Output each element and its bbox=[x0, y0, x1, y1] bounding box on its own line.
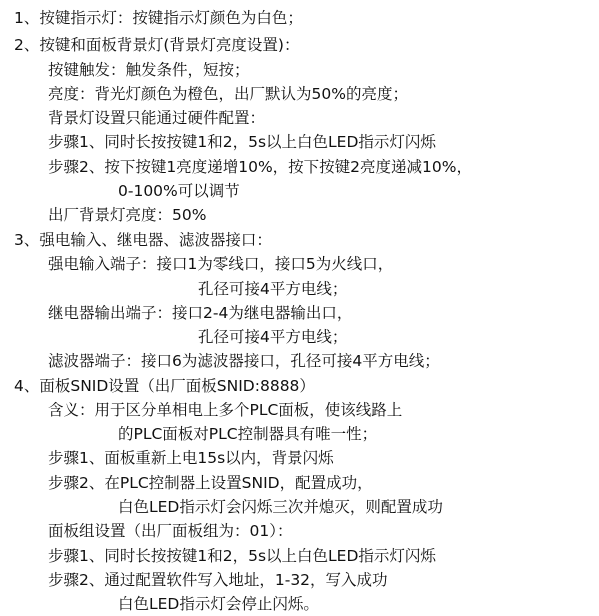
factory-backlight-text: 出厂背景灯亮度：50% bbox=[48, 206, 207, 224]
power-input-terminal-continued: 孔径可接4平方电线； bbox=[198, 280, 348, 298]
panel-group-step-2-continued: 白色LED指示灯会停止闪烁。 bbox=[118, 595, 319, 613]
backlight-step-1: 步骤1、同时长按按键1和2，5s以上白色LED指示灯闪烁 bbox=[48, 133, 436, 151]
section-3-heading: 3、强电输入、继电器、滤波器接口： bbox=[14, 231, 272, 249]
section-1-heading: 1、按键指示灯：按键指示灯颜色为白色； bbox=[14, 9, 303, 27]
snid-step-1: 步骤1、面板重新上电15s以内，背景闪烁 bbox=[48, 449, 334, 467]
snid-meaning-text: 含义：用于区分单相电上多个PLC面板，使该线路上 bbox=[48, 401, 403, 419]
brightness-text: 亮度：背光灯颜色为橙色，出厂默认为50%的亮度； bbox=[48, 85, 408, 103]
relay-terminal-continued: 孔径可接4平方电线； bbox=[198, 328, 348, 346]
filter-terminal-text: 滤波器端子：接口6为滤波器接口，孔径可接4平方电线； bbox=[48, 352, 440, 370]
key-trigger-text: 按键触发：触发条件，短按； bbox=[48, 61, 250, 79]
backlight-step-2-continued: 0-100%可以调节 bbox=[118, 182, 240, 200]
section-2-heading: 2、按键和面板背景灯(背景灯亮度设置)： bbox=[14, 36, 300, 54]
panel-group-heading: 面板组设置（出厂面板组为：01）： bbox=[48, 522, 293, 540]
power-input-terminal-text: 强电输入端子：接口1为零线口，接口5为火线口， bbox=[48, 255, 394, 273]
section-4-heading: 4、面板SNID设置（出厂面板SNID:8888） bbox=[14, 377, 315, 395]
panel-group-step-2: 步骤2、通过配置软件写入地址，1-32，写入成功 bbox=[48, 571, 388, 589]
backlight-config-text: 背景灯设置只能通过硬件配置： bbox=[48, 109, 266, 127]
snid-meaning-continued: 的PLC面板对PLC控制器具有唯一性； bbox=[118, 425, 378, 443]
backlight-step-2: 步骤2、按下按键1亮度递增10%，按下按键2亮度递减10%， bbox=[48, 158, 472, 176]
snid-step-2-continued: 白色LED指示灯会闪烁三次并熄灭，则配置成功 bbox=[118, 498, 443, 516]
relay-terminal-text: 继电器输出端子：接口2-4为继电器输出口， bbox=[48, 304, 353, 322]
panel-group-step-1: 步骤1、同时长按按键1和2，5s以上白色LED指示灯闪烁 bbox=[48, 547, 436, 565]
snid-step-2: 步骤2、在PLC控制器上设置SNID，配置成功， bbox=[48, 474, 373, 492]
